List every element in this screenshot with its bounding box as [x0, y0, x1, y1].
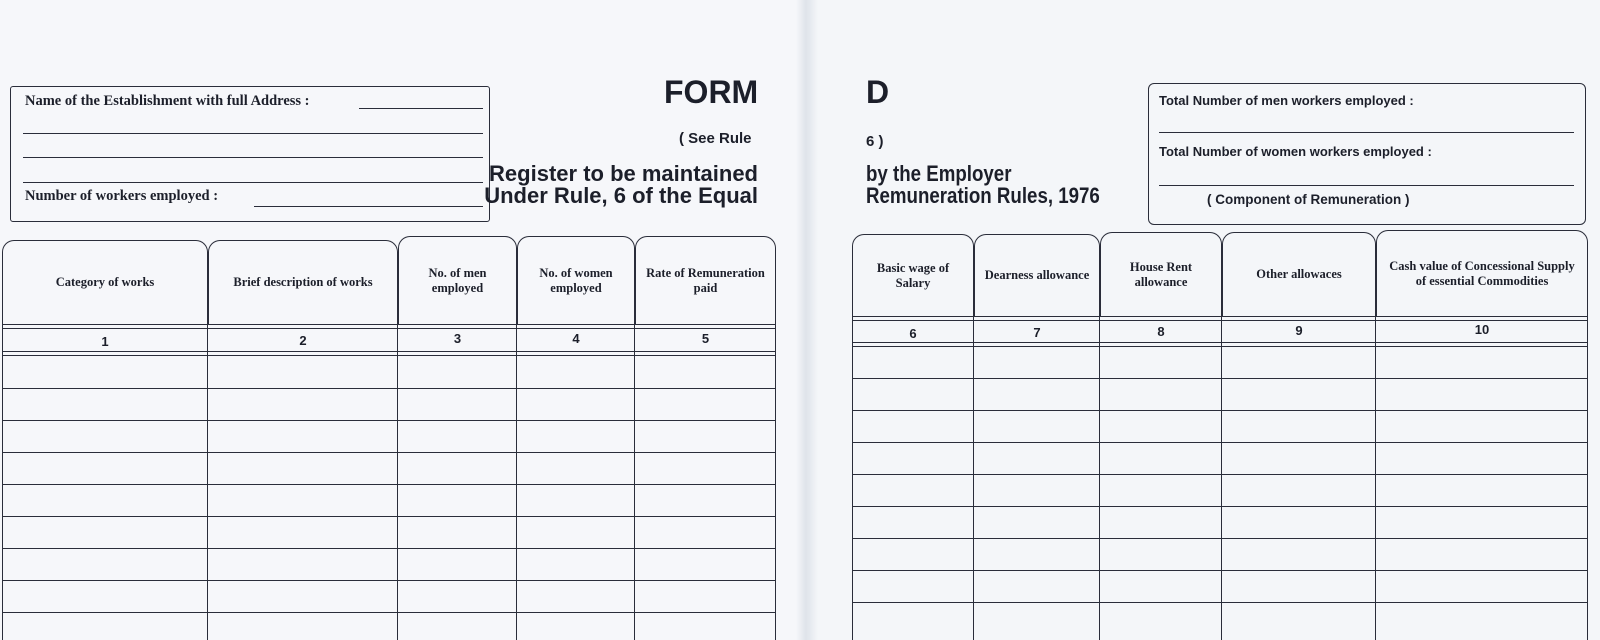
table-row[interactable] — [2, 420, 776, 421]
workers-employed-label: Number of workers employed : — [25, 188, 219, 204]
column-divider — [973, 316, 974, 640]
column-number-10: 10 — [1474, 322, 1490, 337]
workers-count-box — [1148, 83, 1586, 225]
table-row[interactable] — [852, 378, 1588, 379]
column-number-9: 9 — [1295, 323, 1303, 338]
column-divider — [516, 324, 517, 640]
men-workers-line[interactable] — [1159, 132, 1574, 133]
men-workers-label: Total Number of men workers employed : — [1159, 93, 1414, 108]
column-divider — [775, 324, 776, 640]
column-divider — [397, 324, 398, 640]
table-row[interactable] — [852, 538, 1588, 539]
table-row[interactable] — [852, 474, 1588, 475]
column-number-5: 5 — [701, 331, 710, 346]
header-rule-1 — [852, 316, 1588, 317]
table-row[interactable] — [852, 442, 1588, 443]
workers-employed-line[interactable] — [254, 206, 483, 207]
column-header-5: Rate of Remuneration paid — [635, 236, 776, 324]
table-row[interactable] — [2, 388, 776, 389]
women-workers-line[interactable] — [1159, 185, 1574, 186]
establishment-label: Name of the Establishment with full Address : — [25, 93, 310, 109]
column-number-8: 8 — [1157, 324, 1165, 339]
column-divider — [1587, 316, 1588, 640]
table-row[interactable] — [2, 452, 776, 453]
header-rule-2 — [2, 328, 776, 329]
establishment-line-3[interactable] — [23, 157, 483, 158]
column-divider — [1375, 316, 1376, 640]
establishment-line-4[interactable] — [23, 182, 483, 183]
column-number-7: 7 — [1033, 325, 1041, 340]
register-subtitle-line-1: Register to be maintained — [489, 161, 758, 186]
table-row[interactable] — [2, 612, 776, 613]
column-header-7: Dearness allowance — [974, 234, 1100, 316]
column-number-2: 2 — [299, 333, 307, 348]
form-title: FORM — [664, 74, 759, 110]
column-divider — [2, 324, 3, 640]
register-subtitle-line-3: by the Employer — [866, 161, 1012, 186]
establishment-box — [10, 86, 490, 222]
column-number-1: 1 — [101, 334, 109, 349]
number-rule-1 — [852, 342, 1588, 343]
column-header-2: Brief description of works — [208, 240, 398, 324]
table-row[interactable] — [2, 548, 776, 549]
column-header-8: House Rent allowance — [1100, 232, 1222, 316]
see-rule-text: ( See Rule — [679, 130, 752, 147]
column-header-9: Other allowaces — [1222, 232, 1376, 316]
rule-number-text: 6 ) — [866, 133, 884, 150]
header-rule-1 — [2, 324, 776, 325]
form-letter: D — [866, 74, 890, 110]
header-rule-2 — [852, 320, 1588, 321]
number-rule-2 — [852, 346, 1588, 347]
column-header-10: Cash value of Concessional Supply of essential Commodities — [1376, 230, 1588, 316]
establishment-line-2[interactable] — [23, 133, 483, 134]
number-rule-1 — [2, 351, 776, 352]
column-header-4: No. of women employed — [517, 236, 635, 324]
column-divider — [1221, 316, 1222, 640]
column-header-1: Category of works — [2, 240, 208, 324]
table-row[interactable] — [852, 506, 1588, 507]
column-number-3: 3 — [453, 331, 462, 346]
column-divider — [634, 324, 635, 640]
column-number-4: 4 — [572, 331, 580, 346]
table-row[interactable] — [2, 580, 776, 581]
page-gutter — [796, 0, 818, 640]
table-row[interactable] — [852, 570, 1588, 571]
column-number-6: 6 — [909, 326, 917, 341]
table-row[interactable] — [852, 410, 1588, 411]
column-divider — [207, 324, 208, 640]
component-of-remuneration-label: ( Component of Remuneration ) — [1207, 192, 1410, 207]
establishment-line-1[interactable] — [359, 108, 483, 109]
column-header-3: No. of men employed — [398, 236, 517, 324]
register-subtitle-line-4: Remuneration Rules, 1976 — [866, 183, 1100, 208]
table-row[interactable] — [852, 602, 1588, 603]
table-row[interactable] — [2, 516, 776, 517]
column-header-6: Basic wage of Salary — [852, 234, 974, 316]
women-workers-label: Total Number of women workers employed : — [1159, 144, 1432, 159]
column-divider — [1099, 316, 1100, 640]
table-row[interactable] — [2, 484, 776, 485]
number-rule-2 — [2, 355, 776, 356]
register-subtitle-line-2: Under Rule, 6 of the Equal — [484, 183, 758, 208]
column-divider — [852, 316, 853, 640]
